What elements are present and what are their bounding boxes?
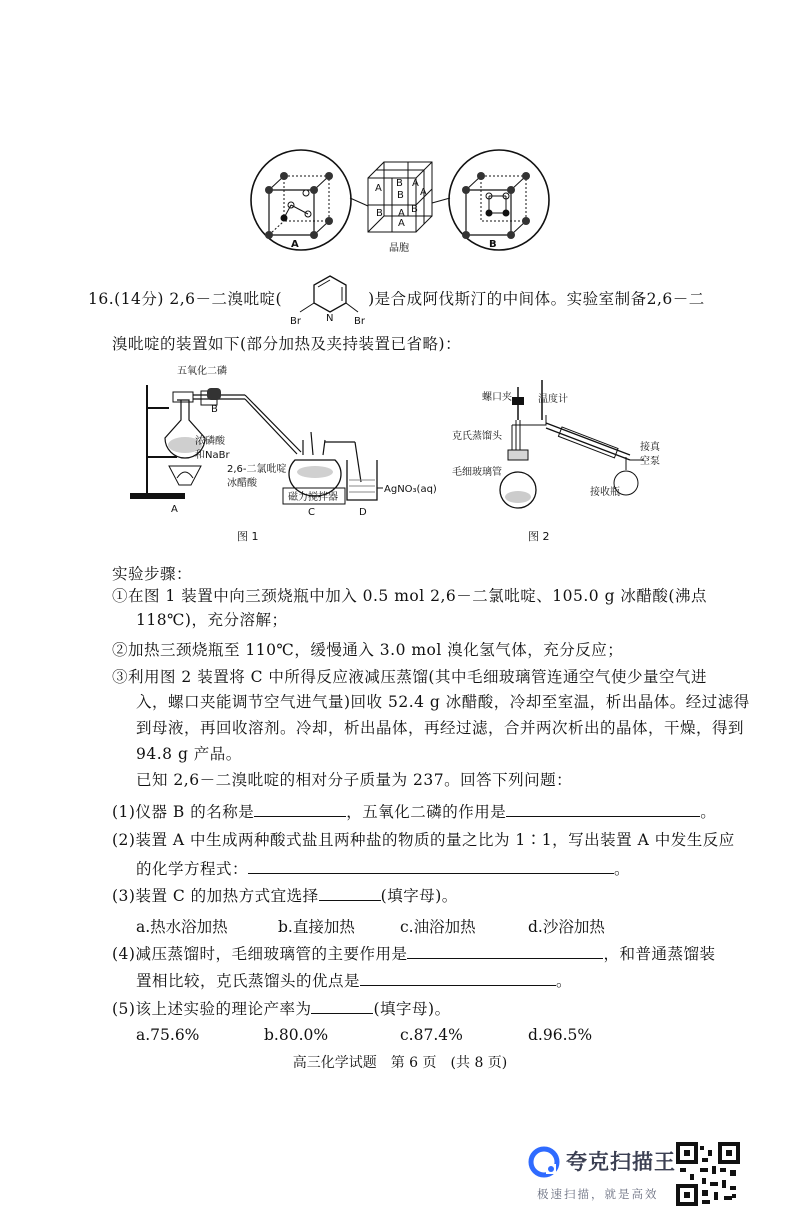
- dibromopyridine-structure: [288, 270, 372, 328]
- label-unit-A: A: [291, 239, 299, 250]
- br-right: Br: [354, 316, 365, 327]
- step3-d: 94.8 g 产品。: [136, 745, 242, 763]
- label-thermo: 温度计: [538, 394, 568, 405]
- unit-B-circle: [449, 150, 549, 250]
- q3-option-d[interactable]: d.沙浴加热: [528, 918, 605, 936]
- label-capillary: 毛细玻璃管: [452, 467, 502, 478]
- label-stirrer: 磁力搅拌器: [288, 492, 338, 503]
- label-cell: 晶胞: [389, 243, 409, 254]
- q1-text-b: ，五氧化二磷的作用是: [346, 803, 507, 821]
- figure2-caption: 图 2: [528, 530, 550, 543]
- q2-line2: [136, 858, 630, 879]
- qr-code-icon: [676, 1142, 740, 1206]
- label-receiver: 接收瓶: [590, 487, 620, 498]
- step3-b: 入，螺口夹能调节空气进气量)回收 52.4 g 冰醋酸，冷却至室温，析出晶体。经过滤得: [136, 693, 750, 711]
- watermark-slogan: 极速扫描，就是高效: [537, 1187, 659, 1201]
- watermark-name: 夸克扫描王: [566, 1150, 676, 1174]
- q4-blank-1[interactable]: [407, 943, 603, 959]
- label-p2o5: 五氧化二磷: [177, 366, 227, 377]
- q4-text-a: (4)减压蒸馏时，毛细玻璃管的主要作用是: [112, 945, 408, 963]
- label-acid: 浓磷酸: [195, 436, 225, 447]
- q3-option-a[interactable]: a.热水浴加热: [136, 918, 228, 936]
- steps-title: 实验步骤：: [112, 565, 193, 583]
- q2-line1: (2)装置 A 中生成两种酸式盐且两种盐的物质的量之比为 1∶1，写出装置 A 中发生反应: [112, 831, 735, 849]
- cell-cube: [368, 162, 432, 254]
- step3-c: 到母液，再回收溶剂。冷却，析出晶体，再经过滤，合并两次析出的晶体，干燥，得到: [136, 719, 745, 737]
- label-vac1: 接真: [640, 442, 660, 453]
- cube-letter: B: [376, 208, 383, 219]
- q3-option-b[interactable]: b.直接加热: [278, 918, 355, 936]
- q5-option-d[interactable]: d.96.5%: [528, 1026, 593, 1044]
- label-acetic: 冰醋酸: [227, 478, 257, 489]
- q16-line2: 溴吡啶的装置如下(部分加热及夹持装置已省略)：: [112, 335, 462, 353]
- label-nabr: 和NaBr: [195, 450, 230, 461]
- cube-letter: A: [398, 208, 405, 219]
- step3-a: ③利用图 2 装置将 C 中所得反应液减压蒸馏(其中毛细玻璃管连通空气使少量空气进: [112, 668, 707, 686]
- figure1-caption: 图 1: [237, 530, 259, 543]
- cube-letter: A: [420, 187, 427, 198]
- q4-line1: [112, 943, 715, 964]
- q1-text-c: 。: [700, 803, 717, 821]
- q5-option-a[interactable]: a.75.6%: [136, 1026, 200, 1044]
- scanner-logo-icon: [528, 1146, 560, 1178]
- q1-blank-1[interactable]: [254, 801, 346, 817]
- q5-option-c[interactable]: c.87.4%: [400, 1026, 463, 1044]
- q3-text-a: (3)装置 C 的加热方式宜选择: [112, 887, 319, 905]
- q1-text-a: (1)仪器 B 的名称是: [112, 803, 255, 821]
- label-A: A: [171, 504, 178, 515]
- cube-letter: B: [397, 190, 404, 201]
- q5-text-a: (5)该上述实验的理论产率为: [112, 1000, 312, 1018]
- q1: [112, 801, 716, 822]
- crystal-structure-figure: [246, 148, 566, 260]
- label-unit-B: B: [489, 239, 497, 250]
- q2-text-c: 。: [614, 860, 631, 878]
- q2-blank[interactable]: [248, 858, 614, 874]
- cube-letter: B: [396, 178, 403, 189]
- label-agno3: AgNO₃(aq): [384, 484, 437, 495]
- label-clamp: 螺口夹: [482, 392, 512, 403]
- unit-A-circle: [251, 150, 351, 250]
- figure2-apparatus: [450, 375, 680, 555]
- q3-blank[interactable]: [319, 885, 381, 901]
- q16-line1: [88, 289, 705, 309]
- step2: ②加热三颈烧瓶至 110℃，缓慢通入 3.0 mol 溴化氢气体，充分反应；: [112, 641, 624, 659]
- q4-blank-2[interactable]: [360, 970, 556, 986]
- label-claisen: 克氏蒸馏头: [452, 431, 502, 442]
- cube-letter: B: [411, 204, 418, 215]
- q3-option-c[interactable]: c.油浴加热: [400, 918, 476, 936]
- q3-text-b: (填字母)。: [380, 887, 458, 905]
- step1-a: ①在图 1 装置中向三颈烧瓶中加入 0.5 mol 2,6－二氯吡啶、105.0 g 冰醋酸(沸点: [112, 587, 707, 605]
- figure1-apparatus: [125, 360, 455, 555]
- label-vac2: 空泵: [640, 456, 660, 467]
- q16-prefix: 16.(14分) 2,6－二溴吡啶(: [88, 290, 283, 308]
- q3: [112, 885, 458, 906]
- q5: [112, 998, 451, 1019]
- step1-b: 118℃)，充分溶解；: [136, 611, 288, 629]
- br-left: Br: [290, 316, 301, 327]
- q1-blank-2[interactable]: [506, 801, 700, 817]
- known-info: 已知 2,6－二溴吡啶的相对分子质量为 237。回答下列问题：: [136, 771, 573, 789]
- q5-blank[interactable]: [311, 998, 373, 1014]
- q4-text-d: 。: [556, 972, 573, 990]
- cube-letter: A: [375, 183, 382, 194]
- q5-text-b: (填字母)。: [373, 1000, 451, 1018]
- label-C: C: [308, 507, 315, 518]
- q5-option-b[interactable]: b.80.0%: [264, 1026, 329, 1044]
- q4-line2: [136, 970, 572, 991]
- cube-letter: A: [398, 218, 405, 229]
- label-chloro: 2,6-二氯吡啶: [227, 464, 287, 475]
- q2-text-b: 的化学方程式：: [136, 860, 249, 878]
- cube-letter: A: [412, 178, 419, 189]
- label-D: D: [359, 507, 367, 518]
- n-atom: N: [326, 313, 334, 324]
- label-B: B: [211, 404, 218, 415]
- page-footer: 高三化学试题 第 6 页 (共 8 页): [292, 1055, 508, 1071]
- q4-text-c: 置相比较，克氏蒸馏头的优点是: [136, 972, 361, 990]
- q4-text-b: ，和普通蒸馏装: [603, 945, 716, 963]
- q16-suffix: )是合成阿伐斯汀的中间体。实验室制备2,6－二: [368, 290, 705, 308]
